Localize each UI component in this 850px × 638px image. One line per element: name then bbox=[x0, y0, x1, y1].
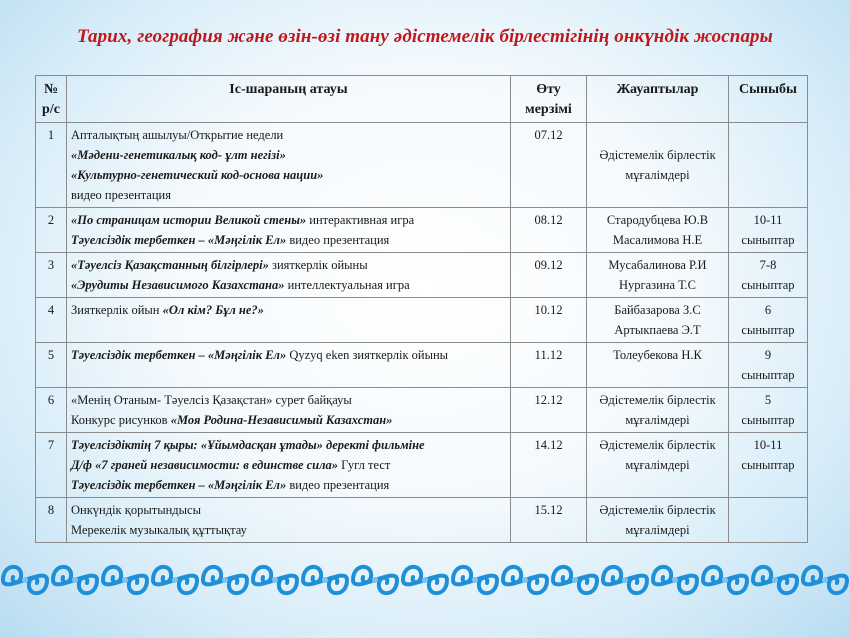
grade-text: сыныптар bbox=[741, 413, 795, 427]
event-title-emphasis: «Мәдени-генетикалық код- ұлт негізі» bbox=[71, 148, 286, 162]
grade-text: 10-11 bbox=[753, 213, 783, 227]
kazakh-ornament-border bbox=[0, 555, 850, 605]
event-line bbox=[71, 475, 506, 495]
event-title-emphasis: Тәуелсіздіктің 7 қыры: «Ұйымдасқан ұтады» деректі фильміне bbox=[71, 438, 425, 452]
event-title-emphasis: «Ол кім? Бұл не?» bbox=[162, 303, 264, 317]
event-line bbox=[71, 435, 506, 455]
event-title-emphasis: «Культурно-генетический код-основа нации» bbox=[71, 168, 324, 182]
event-line bbox=[71, 390, 506, 410]
header-number bbox=[36, 76, 67, 123]
grade-text: сыныптар bbox=[741, 458, 795, 472]
event-text: Конкурс рисунков bbox=[71, 413, 171, 427]
row-number: 5 bbox=[36, 343, 67, 388]
event-name-cell bbox=[67, 253, 511, 298]
event-line bbox=[71, 165, 506, 185]
event-title-emphasis: Тәуелсіздік тербеткен – «Мәңгілік Ел» bbox=[71, 233, 287, 247]
responsible-cell bbox=[587, 388, 729, 433]
responsible-person: Байбазарова З.С bbox=[614, 303, 701, 317]
grade-cell bbox=[729, 388, 808, 433]
event-text: Зияткерлік ойын bbox=[71, 303, 163, 317]
grade-text: 9 bbox=[764, 348, 772, 362]
responsible-cell bbox=[587, 498, 729, 543]
row-number: 8 bbox=[36, 498, 67, 543]
event-text: Qyzyq eken зияткерлік ойыны bbox=[286, 348, 449, 362]
event-line bbox=[71, 255, 506, 275]
event-title-emphasis: Тәуелсіздік тербеткен – «Мәңгілік Ел» bbox=[71, 478, 287, 492]
table-row bbox=[36, 433, 808, 498]
responsible-person: мұғалімдері bbox=[625, 413, 690, 427]
event-name-cell bbox=[67, 498, 511, 543]
event-line bbox=[71, 455, 506, 475]
table-row bbox=[36, 298, 808, 343]
responsible-person: Нургазина Т.С bbox=[618, 278, 697, 292]
event-date: 15.12 bbox=[511, 498, 587, 543]
event-text: видео презентация bbox=[71, 188, 171, 202]
event-date: 12.12 bbox=[511, 388, 587, 433]
grade-text: сыныптар bbox=[741, 323, 795, 337]
table-row bbox=[36, 498, 808, 543]
header-number-line2: р/с bbox=[42, 102, 60, 117]
event-name-cell bbox=[67, 208, 511, 253]
event-title-emphasis: «По страницам истории Великой стены» bbox=[71, 213, 307, 227]
responsible-person: Әдістемелік бірлестік bbox=[599, 503, 716, 517]
grade-cell bbox=[729, 298, 808, 343]
event-line bbox=[71, 230, 506, 250]
event-text: видео презентация bbox=[286, 478, 390, 492]
grade-text: 10-11 bbox=[753, 438, 783, 452]
header-date-line1: Өту bbox=[536, 82, 561, 97]
header-event-name: Іс-шараның атауы bbox=[67, 76, 511, 123]
grade-cell bbox=[729, 433, 808, 498]
event-line bbox=[71, 520, 506, 540]
header-date bbox=[511, 76, 587, 123]
grade-cell bbox=[729, 253, 808, 298]
event-text: Апталықтың ашылуы/Открытие недели bbox=[71, 128, 284, 142]
responsible-person: Артыкпаева Э.Т bbox=[614, 323, 701, 337]
event-name-cell bbox=[67, 123, 511, 208]
event-line bbox=[71, 185, 506, 205]
event-name-cell bbox=[67, 433, 511, 498]
plan-table bbox=[35, 75, 808, 543]
responsible-person: Масалимова Н.Е bbox=[612, 233, 703, 247]
responsible-person: Әдістемелік бірлестік bbox=[599, 393, 716, 407]
grade-text: сыныптар bbox=[741, 368, 795, 382]
responsible-person: мұғалімдері bbox=[625, 523, 690, 537]
event-name-cell bbox=[67, 343, 511, 388]
event-date: 11.12 bbox=[511, 343, 587, 388]
event-date: 07.12 bbox=[511, 123, 587, 208]
row-number: 1 bbox=[36, 123, 67, 208]
row-number: 7 bbox=[36, 433, 67, 498]
table-row bbox=[36, 388, 808, 433]
event-date: 09.12 bbox=[511, 253, 587, 298]
event-line bbox=[71, 300, 506, 320]
event-text: Гугл тест bbox=[338, 458, 391, 472]
responsible-cell bbox=[587, 343, 729, 388]
row-number: 2 bbox=[36, 208, 67, 253]
event-text: интерактивная игра bbox=[306, 213, 415, 227]
responsible-cell bbox=[587, 253, 729, 298]
responsible-person: Мусабалинова Р.И bbox=[608, 258, 707, 272]
responsible-cell bbox=[587, 123, 729, 208]
event-text: Онкүндік қорытындысы bbox=[71, 503, 201, 517]
event-line bbox=[71, 275, 506, 295]
grade-text: 6 bbox=[764, 303, 772, 317]
grade-cell bbox=[729, 498, 808, 543]
row-number: 4 bbox=[36, 298, 67, 343]
event-date: 10.12 bbox=[511, 298, 587, 343]
row-number: 3 bbox=[36, 253, 67, 298]
event-line bbox=[71, 125, 506, 145]
event-line bbox=[71, 410, 506, 430]
event-title-emphasis: Д/ф «7 граней независимости: в единстве сила» bbox=[71, 458, 339, 472]
event-line bbox=[71, 345, 506, 365]
event-title-emphasis: «Моя Родина-Независимый Казахстан» bbox=[170, 413, 393, 427]
event-title-emphasis: «Эрудиты Независимого Казахстана» bbox=[71, 278, 285, 292]
responsible-person: Стародубцева Ю.В bbox=[606, 213, 709, 227]
event-text: видео презентация bbox=[286, 233, 390, 247]
responsible-person: Толеубекова Н.К bbox=[613, 348, 702, 362]
grade-text: сыныптар bbox=[741, 278, 795, 292]
grade-text: 7-8 bbox=[759, 258, 777, 272]
grade-cell bbox=[729, 123, 808, 208]
responsible-person: мұғалімдері bbox=[625, 168, 690, 182]
event-line bbox=[71, 145, 506, 165]
event-title-emphasis: Тәуелсіздік тербеткен – «Мәңгілік Ел» bbox=[71, 348, 287, 362]
responsible-cell bbox=[587, 433, 729, 498]
grade-cell bbox=[729, 343, 808, 388]
table-row bbox=[36, 123, 808, 208]
responsible-person: мұғалімдері bbox=[625, 458, 690, 472]
responsible-person bbox=[591, 125, 724, 145]
responsible-cell bbox=[587, 208, 729, 253]
grade-cell bbox=[729, 208, 808, 253]
header-grade: Сыныбы bbox=[729, 76, 808, 123]
responsible-cell bbox=[587, 298, 729, 343]
responsible-person: Әдістемелік бірлестік bbox=[599, 148, 716, 162]
event-text: интеллектуальная игра bbox=[284, 278, 410, 292]
responsible-person: Әдістемелік бірлестік bbox=[599, 438, 716, 452]
header-date-line2: мерзімі bbox=[525, 102, 572, 117]
page-title: Тарих, география және өзін-өзі тану әдістемелік бірлестігінің онкүндік жоспары bbox=[77, 26, 773, 47]
table-row bbox=[36, 343, 808, 388]
event-line bbox=[71, 500, 506, 520]
event-title-emphasis: «Тәуелсіз Қазақстанның білгірлері» bbox=[71, 258, 269, 272]
row-number: 6 bbox=[36, 388, 67, 433]
grade-text: сыныптар bbox=[741, 233, 795, 247]
event-line bbox=[71, 210, 506, 230]
event-date: 08.12 bbox=[511, 208, 587, 253]
table-row bbox=[36, 253, 808, 298]
event-name-cell bbox=[67, 388, 511, 433]
event-date: 14.12 bbox=[511, 433, 587, 498]
table-row bbox=[36, 208, 808, 253]
table-header-row bbox=[36, 76, 808, 123]
event-text: «Менің Отаным- Тәуелсіз Қазақстан» сурет байқауы bbox=[71, 393, 352, 407]
event-text: зияткерлік ойыны bbox=[268, 258, 368, 272]
event-text: Мерекелік музыкалық құттықтау bbox=[71, 523, 247, 537]
grade-text: 5 bbox=[764, 393, 772, 407]
header-number-line1: № bbox=[43, 82, 59, 97]
event-name-cell bbox=[67, 298, 511, 343]
header-responsible: Жауаптылар bbox=[587, 76, 729, 123]
